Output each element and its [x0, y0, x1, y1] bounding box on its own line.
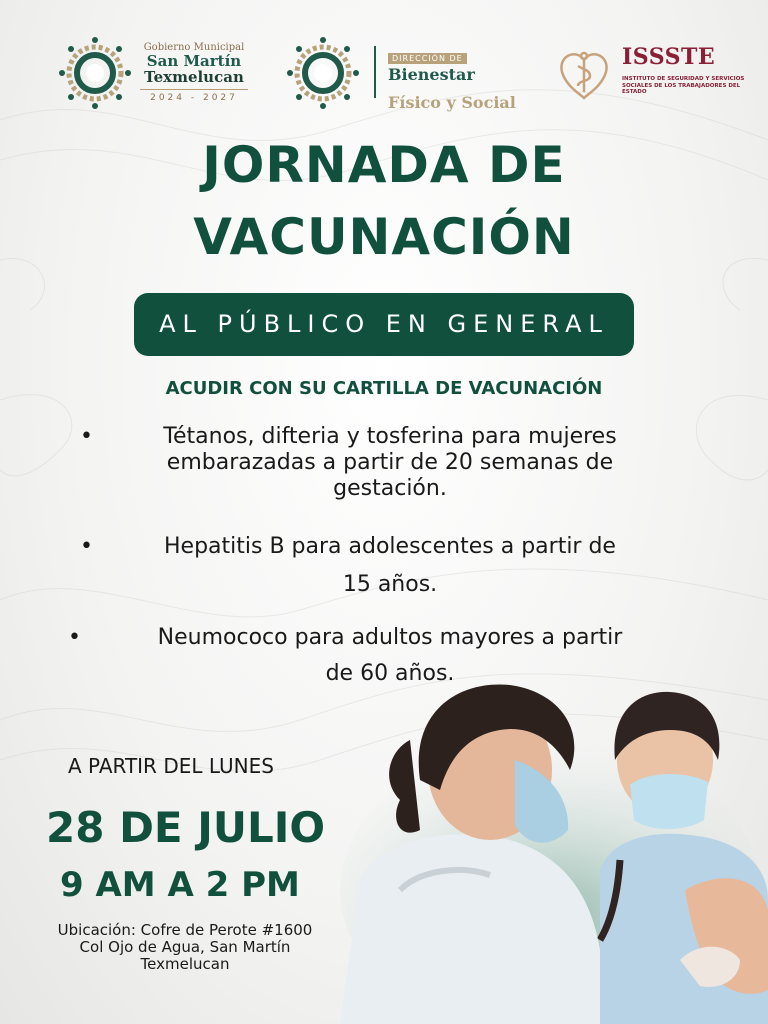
direccion-label-line1: Bienestar	[388, 65, 475, 84]
direccion-label-small: DIRECCIÓN DE	[388, 53, 467, 64]
bullet-icon: •	[68, 625, 81, 650]
address-line: Texmelucan	[140, 955, 230, 973]
issste-emblem-icon	[554, 44, 614, 102]
bullet-line: Tétanos, difteria y tosferina para mujeres	[163, 424, 617, 449]
page-title-line1: JORNADA DE	[202, 136, 566, 194]
bullet-item-hepatitis	[70, 528, 710, 604]
bullet-line: 15 años.	[342, 572, 438, 597]
audience-pill: AL PÚBLICO EN GENERAL	[134, 293, 634, 356]
event-hours: 9 AM A 2 PM	[60, 865, 300, 905]
bullet-line: de 60 años.	[325, 661, 455, 686]
municipal-logo	[58, 36, 132, 110]
bullet-line: Hepatitis B para adolescentes a partir de	[164, 534, 616, 559]
seal-icon	[286, 36, 360, 110]
bullet-line: gestación.	[333, 476, 447, 501]
start-label: A PARTIR DEL LUNES	[68, 754, 274, 778]
seal-icon	[58, 36, 132, 110]
vaccination-photo	[300, 660, 768, 1024]
event-address	[40, 922, 330, 973]
municipal-label-line2: Texmelucan	[144, 68, 244, 86]
municipal-years: 2024 - 2027	[140, 89, 248, 103]
address-line: Col Ojo de Agua, San Martín	[79, 938, 291, 956]
bullet-icon: •	[80, 424, 93, 449]
issste-subtitle: INSTITUTO DE SEGURIDAD Y SERVICIOS SOCIALES DE LOS TRABAJADORES DEL ESTADO	[622, 76, 745, 95]
bullet-line: Neumococo para adultos mayores a partir	[157, 625, 623, 650]
address-line: Ubicación: Cofre de Perote #1600	[57, 921, 313, 939]
page-title-line2: VACUNACIÓN	[193, 208, 575, 266]
municipal-label-line1: San Martín	[146, 52, 242, 70]
bullet-item-tetanos	[70, 424, 710, 502]
direccion-logo	[286, 36, 360, 110]
cartilla-notice: ACUDIR CON SU CARTILLA DE VACUNACIÓN	[165, 378, 603, 399]
issste-title: ISSSTE	[622, 44, 716, 70]
bullet-icon: •	[80, 534, 93, 559]
issste-logo	[554, 44, 614, 106]
event-date: 28 DE JULIO	[46, 803, 326, 852]
bullet-line: embarazadas a partir de 20 semanas de	[166, 450, 614, 475]
direccion-label-line2: Físico y Social	[388, 93, 516, 112]
header-divider	[374, 46, 376, 98]
direccion-wordmark	[388, 46, 533, 122]
municipal-wordmark	[140, 42, 248, 103]
municipal-label-small: Gobierno Municipal	[143, 42, 245, 53]
